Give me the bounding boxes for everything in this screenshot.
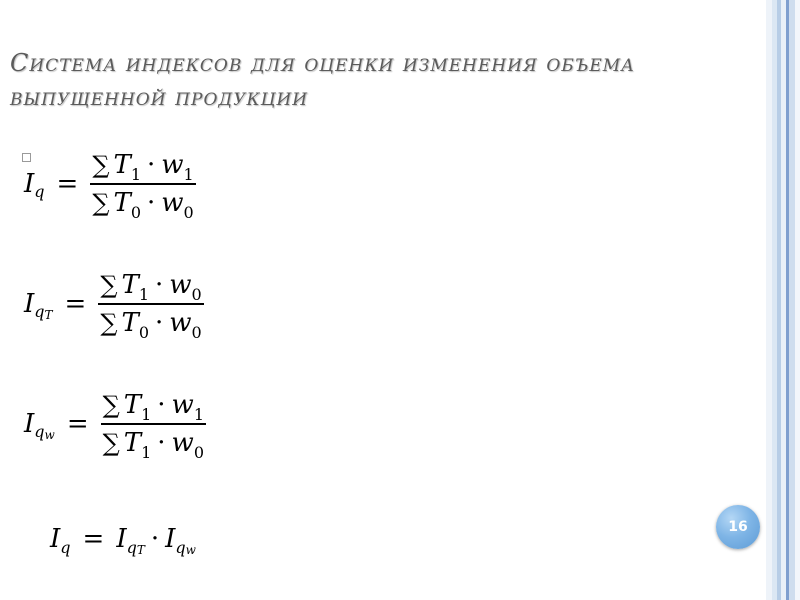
lhs-var: I (50, 524, 61, 554)
term-var: T (123, 390, 142, 420)
term-sub: 0 (138, 322, 150, 342)
equals-sign: = (66, 408, 89, 439)
term-sub: 0 (191, 322, 202, 342)
lhs-sub2: T (44, 307, 53, 322)
lhs-var: I (24, 168, 35, 199)
page-number-badge: 16 (716, 505, 760, 549)
right-decorative-stripes (766, 0, 800, 600)
formula-3 (24, 390, 206, 462)
term-var: w (169, 307, 192, 338)
sum-sign: ∑ (102, 428, 120, 457)
denominator (101, 427, 206, 462)
formula-1 (24, 150, 196, 222)
term-sub: 0 (130, 202, 141, 222)
sum-sign: ∑ (92, 188, 110, 217)
multiply-dot: · (150, 524, 160, 554)
sum-sign: ∑ (92, 151, 110, 179)
fraction (90, 150, 195, 222)
rhs1-sub2: T (136, 543, 145, 557)
denominator (90, 187, 195, 222)
rhs1-var: I (116, 524, 127, 554)
fraction (98, 270, 203, 342)
lhs-sub: q (60, 537, 71, 557)
multiply-dot: · (157, 427, 166, 458)
term-var: w (171, 390, 194, 420)
lhs-sub: q (34, 182, 45, 202)
term-sub: 1 (130, 165, 141, 184)
denominator (98, 307, 203, 342)
lhs-var: I (24, 408, 35, 439)
term-sub: 0 (191, 285, 202, 304)
fraction (101, 390, 206, 462)
rhs2-sub2: w (185, 543, 196, 557)
term-var: T (123, 427, 142, 458)
term-var: T (113, 150, 131, 180)
slide-title: Система индексов для оценки изменения объема выпущенной продукции (10, 49, 636, 111)
multiply-dot: · (147, 150, 156, 180)
numerator (90, 150, 195, 184)
term-var: w (169, 270, 192, 300)
term-var: T (121, 270, 139, 300)
term-sub: 1 (193, 405, 204, 424)
multiply-dot: · (155, 270, 164, 300)
formula-4 (50, 524, 196, 557)
term-sub: 0 (183, 202, 194, 222)
rhs1-sub: q (126, 537, 137, 557)
term-sub: 1 (141, 442, 152, 462)
sum-sign: ∑ (100, 271, 118, 299)
term-sub: 1 (183, 165, 194, 184)
term-sub: 0 (193, 442, 204, 462)
lhs-sub: q (34, 302, 45, 322)
lhs-sub2: w (44, 427, 55, 442)
lhs-var: I (24, 288, 35, 319)
term-sub: 1 (138, 285, 150, 304)
multiply-dot: · (157, 390, 166, 420)
numerator (101, 390, 206, 424)
term-var: T (113, 187, 131, 218)
formula-2 (24, 270, 204, 342)
fraction-bar (90, 183, 195, 185)
fraction-bar (98, 303, 203, 305)
rhs2-sub: q (175, 537, 186, 557)
term-var: w (161, 150, 184, 180)
numerator (98, 270, 203, 304)
term-var: w (161, 187, 184, 218)
multiply-dot: · (155, 307, 164, 338)
sum-sign: ∑ (100, 308, 118, 337)
equals-sign: = (64, 288, 87, 319)
rhs2-var: I (165, 524, 176, 554)
equals-sign: = (82, 524, 105, 554)
sum-sign: ∑ (102, 391, 120, 419)
lhs-sub: q (34, 422, 45, 442)
equals-sign: = (56, 168, 79, 199)
multiply-dot: · (147, 187, 156, 218)
term-var: w (171, 427, 194, 458)
fraction-bar (101, 423, 206, 425)
term-sub: 1 (141, 405, 152, 424)
term-var: T (121, 307, 139, 338)
